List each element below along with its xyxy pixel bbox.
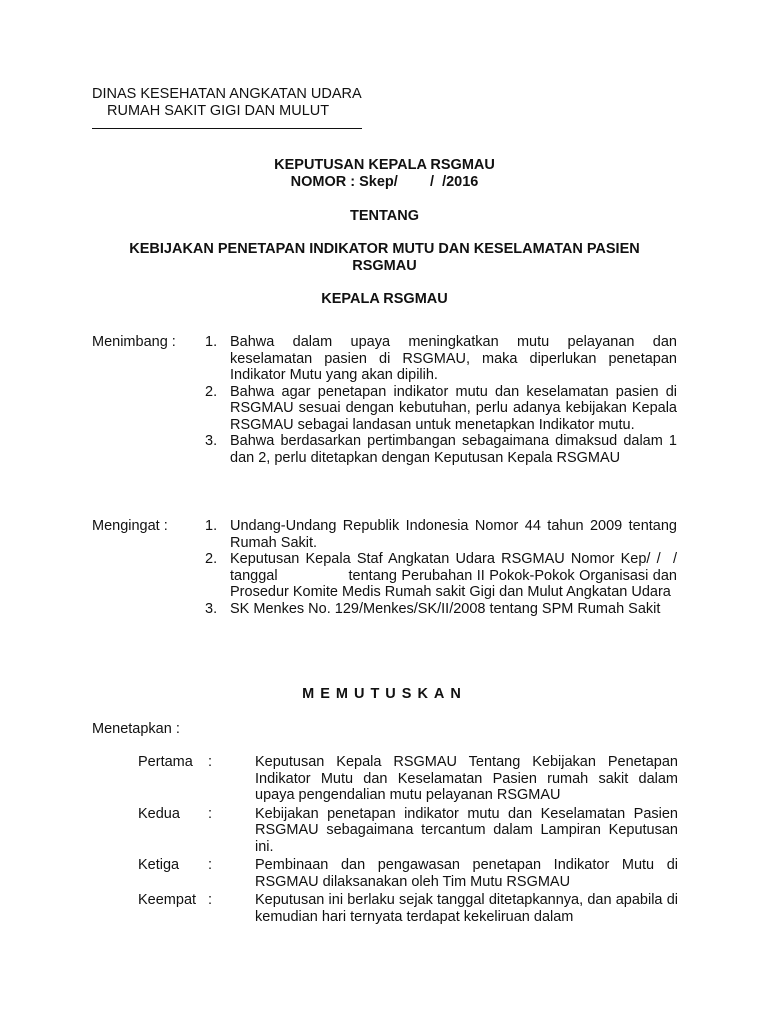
- list-item: [202, 334, 677, 384]
- letterhead-divider: [92, 128, 362, 129]
- letterhead-agency: DINAS KESEHATAN ANGKATAN UDARA: [92, 86, 362, 102]
- item-text: Bahwa dalam upaya meningkatkan mutu pelayanan dan keselamatan pasien di RSGMAU, maka diperlukan penetapan Indikator Mutu yang akan dipilih.: [230, 334, 677, 383]
- item-number: 1.: [205, 518, 218, 534]
- about-heading: TENTANG: [349, 208, 419, 224]
- clause-text: Kebijakan penetapan indikator mutu dan Keselamatan Pasien RSGMAU sebagaimana tercantum dalam Lampiran Keputusan ini.: [255, 805, 678, 855]
- mengingat-list: [202, 518, 710, 617]
- decision-clauses: [138, 754, 678, 927]
- mengingat-label: Mengingat :: [92, 518, 168, 534]
- letterhead: [92, 86, 362, 129]
- list-item: [202, 433, 677, 466]
- clause-text: Keputusan ini berlaku sejak tanggal ditetapkannya, dan apabila di kemudian hari ternyata terdapat kekeliruan dalam: [255, 892, 678, 925]
- subject-heading: [92, 241, 677, 274]
- clause-label: Pertama: [138, 754, 193, 770]
- list-item: [202, 551, 710, 601]
- menimbang-list: [202, 334, 677, 466]
- item-number: 3.: [205, 433, 218, 449]
- item-number: 2.: [205, 383, 218, 400]
- clause-label: Keempat: [138, 892, 197, 908]
- clause-colon: :: [208, 805, 213, 822]
- clause-kedua: [138, 806, 678, 856]
- menetapkan-label: Menetapkan :: [92, 721, 180, 737]
- memutuskan-heading: MEMUTUSKAN: [302, 686, 467, 702]
- clause-label: Ketiga: [138, 857, 180, 873]
- item-text: Keputusan Kepala Staf Angkatan Udara RSGMAU Nomor Kep/ / / tanggal tentang Perubahan II Pokok-Pokok Organisasi dan Prosedur Komite Medis Rumah sakit Gigi dan Mulut Angkatan Udara: [230, 551, 710, 600]
- decision-title: KEPUTUSAN KEPALA RSGMAU: [274, 157, 495, 173]
- clause-colon: :: [208, 857, 213, 873]
- subject-line-2: RSGMAU: [352, 257, 417, 274]
- clause-ketiga: [138, 857, 678, 890]
- item-text: SK Menkes No. 129/Menkes/SK/II/2008 tentang SPM Rumah Sakit: [230, 600, 661, 617]
- item-text: Bahwa agar penetapan indikator mutu dan keselamatan pasien di RSGMAU sesuai dengan kebutuhan, perlu adanya kebijakan Kepala RSGMAU sebagai landasan untuk menetapkan Indikator mutu.: [230, 383, 677, 433]
- menimbang-label: Menimbang :: [92, 334, 176, 350]
- item-text: Bahwa berdasarkan pertimbangan sebagaimana dimaksud dalam 1 dan 2, perlu ditetapkan dengan Keputusan Kepala RSGMAU: [230, 433, 677, 466]
- clause-keempat: [138, 892, 678, 925]
- clause-colon: :: [208, 892, 213, 908]
- clause-text: Pembinaan dan pengawasan penetapan Indikator Mutu di RSGMAU dilaksanakan oleh Tim Mutu RSGMAU: [255, 857, 678, 890]
- item-number: 2.: [205, 551, 218, 567]
- decision-number: NOMOR : Skep/ / /2016: [290, 173, 479, 190]
- subject-line-1: KEBIJAKAN PENETAPAN INDIKATOR MUTU DAN KESELAMATAN PASIEN: [129, 241, 640, 257]
- letterhead-hospital: RUMAH SAKIT GIGI DAN MULUT: [107, 102, 330, 119]
- issuer-heading: KEPALA RSGMAU: [321, 291, 448, 307]
- clause-pertama: [138, 754, 678, 804]
- item-text: Undang-Undang Republik Indonesia Nomor 44 tahun 2009 tentang Rumah Sakit.: [230, 518, 677, 551]
- list-item: [202, 518, 677, 551]
- clause-label: Kedua: [138, 805, 180, 822]
- decision-header: [92, 157, 677, 190]
- item-number: 3.: [205, 600, 218, 617]
- list-item: [202, 384, 677, 434]
- item-number: 1.: [205, 334, 218, 350]
- clause-text: Keputusan Kepala RSGMAU Tentang Kebijakan Penetapan Indikator Mutu dan Keselamatan Pasien rumah sakit dalam upaya pengendalian mutu pelayanan RSGMAU: [255, 754, 678, 803]
- list-item: [202, 601, 677, 618]
- clause-colon: :: [208, 754, 213, 770]
